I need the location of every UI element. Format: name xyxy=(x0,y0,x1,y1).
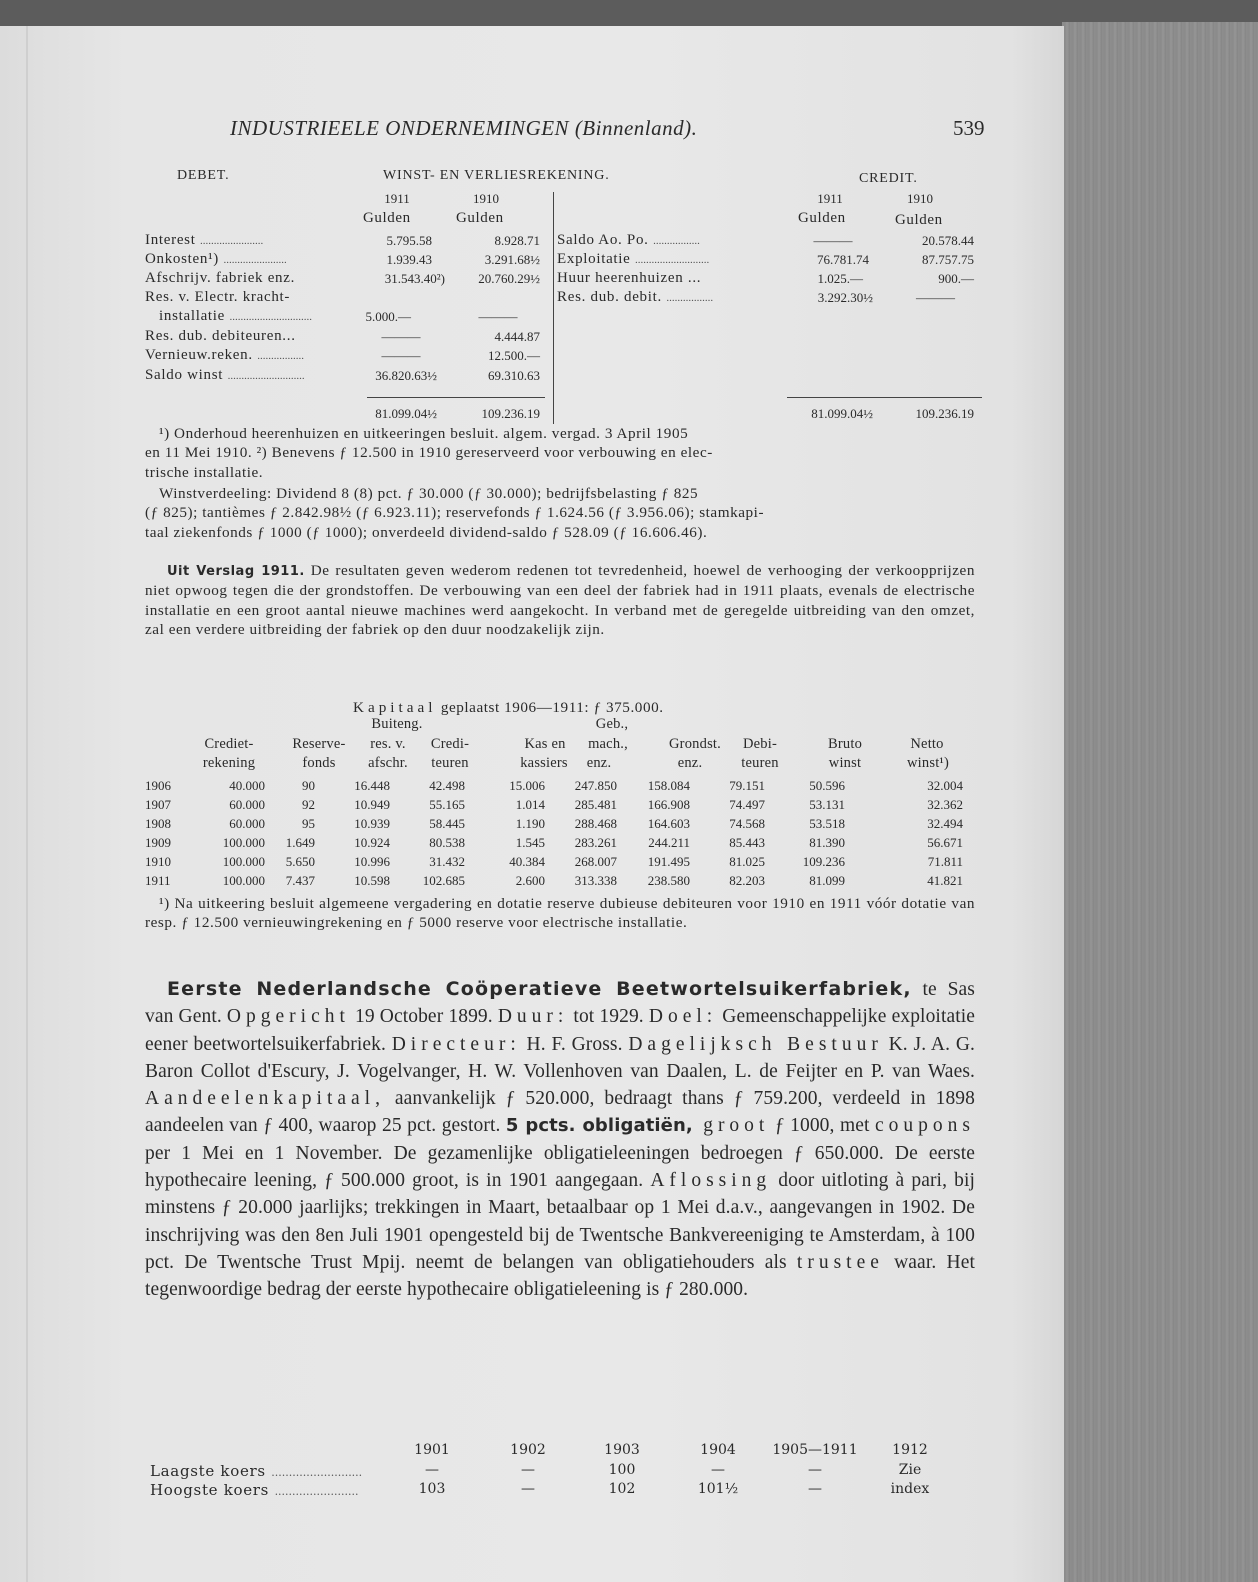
debet-unit-1911: Gulden xyxy=(363,210,411,226)
page-number: 539 xyxy=(953,116,985,140)
credit-row: Huur heerenhuizen ... 1.025.— 900.— xyxy=(557,270,974,286)
credit-label: CREDIT. xyxy=(859,171,918,186)
kapitaal-table: Buiteng. Geb., Crediet- Reserve- res. v. Credi- Kas en mach., Grondst. Debi- Bruto Netto rekening fonds afschr. teuren kassiers enz. enz. teuren winst winst¹) 1906 40.000 90 16.448 42.498 15.006 247.850 158.084 79.151 50.596 32.004 1907 60.000 92 10.949 55.165 1.014 285.481 166.908 74.497 53.131 32.362 1908 60.000 95 10.939 58.445 1.190 288.468 164.603 74.568 53.518 32.494 1909 100.000 1.649 10.924 80.538 1.545 283.261 244.211 85.443 81.390 56.671 1910 100.000 5.650 10.996 31.432 40.384 268.007 191.495 81.025 109.236 71.811 1911 100.000 7.437 10.598 102.685 2.600 313.338 238.580 82.203 81.099 41.821 xyxy=(145,716,963,888)
debet-label: DEBET. xyxy=(177,168,230,183)
kapitaal-title: Kapitaal geplaatst 1906—1911: ƒ 375.000. xyxy=(353,699,664,716)
credit-total-row: 81.099.04½ 109.236.19 xyxy=(811,406,974,421)
debet-unit-1910: Gulden xyxy=(456,210,504,226)
credit-row: Res. dub. debit. ................. 3.292.30½ ——— xyxy=(557,289,955,305)
debet-row: Vernieuw.reken. ................. ——— 12.500.— xyxy=(145,347,540,363)
kapitaal-footnote: ¹) Na uitkeering besluit algemeene vergadering en dotatie reserve dubieuse debiteuren voor 1910 en 1911 vóór dotatie van resp. ƒ 12.500 vernieuwingrekening en ƒ 5000 reserve voor electrische installatie. xyxy=(145,895,975,932)
debet-row: Afschrijv. fabriek enz. 31.543.40²) 20.760.29½ xyxy=(145,270,540,286)
debet-year-1911: 1911 xyxy=(384,191,410,206)
debet-row: installatie .............................. 5.000.— ——— xyxy=(159,308,518,324)
debet-row: Saldo winst ............................ 36.820.63½ 69.310.63 xyxy=(145,367,540,383)
running-title: INDUSTRIEELE ONDERNEMINGEN (Binnenland). xyxy=(230,116,698,140)
credit-unit-1910: Gulden xyxy=(895,212,943,228)
credit-row: Saldo Ao. Po. ................. ——— 20.578.44 xyxy=(557,232,974,248)
account-footnotes: ¹) Onderhoud heerenhuizen en uitkeeringen besluit. algem. vergad. 3 April 1905 en 11 Mei 1910. ²) Benevens ƒ 12.500 in 1910 gereserveerd voor verbouwing en elec- trische installatie. xyxy=(145,425,713,481)
account-title: WINST- EN VERLIESREKENING. xyxy=(383,168,610,183)
verslag-text: De resultaten geven wederom redenen tot tevredenheid, hoewel de verhooging der verkoopprijzen niet opwoog tegen die der grondstoffen. De verbouwing van een deel der fabriek had in 1911 plaats, evenals de electrische installatie en een groot aantal nieuwe machines werd aangekocht. In verband met de geregelde uitbreiding van den omzet, zal een verdere uitbreiding der fabriek op den duur noodzakelijk zijn. xyxy=(145,562,975,639)
credit-year-1911: 1911 xyxy=(817,191,843,206)
company-name: Eerste Nederlandsche Coöperatieve Beetwortelsuikerfabriek, xyxy=(167,978,912,1000)
debet-year-1910: 1910 xyxy=(473,191,499,206)
debet-total-row: 81.099.04½ 109.236.19 xyxy=(375,406,540,421)
book-page-edges xyxy=(1062,22,1258,1582)
credit-year-1910: 1910 xyxy=(907,191,933,206)
credit-unit-1911: Gulden xyxy=(798,210,846,226)
credit-row: Exploitatie ........................... 76.781.74 87.757.75 xyxy=(557,251,974,267)
page-gutter xyxy=(26,26,28,1582)
debet-row: Res. v. Electr. kracht- xyxy=(145,289,291,305)
verslag-heading: Uit Verslag 1911. xyxy=(167,564,305,579)
debet-row: Res. dub. debiteuren... ——— 4.444.87 xyxy=(145,328,540,344)
debet-row: Onkosten¹) ....................... 1.939.43 3.291.68½ xyxy=(145,251,540,267)
debet-row: Interest ....................... 5.795.58 8.928.71 xyxy=(145,232,540,248)
company-entry: Eerste Nederlandsche Coöperatieve Beetwortelsuikerfabriek, te Sas van Gent. Opgericht 19 October 1899. Duur: tot 1929. Doel: Gemeenschappelijke exploitatie eener beetwortelsuikerfabriek. Directeur: H. F. Gross. Dagelijksch Bestuur K. J. A. G. Baron Collot d'Escury, J. Vogelvanger, H. W. Vollenhoven van Daalen, L. de Feijter en P. van Waes. Aandeelenkapitaal, aanvankelijk ƒ 520.000, bedraagt thans ƒ 759.200, verdeeld in 1898 aandeelen van ƒ 400, waarop 25 pct. gestort. 5 pcts. obligatiën, groot ƒ 1000, met coupons per 1 Mei en 1 November. De gezamenlijke obligatieleeningen bedroegen ƒ 650.000. De eerste hypothecaire leening, ƒ 500.000 groot, is in 1901 aangegaan. Aflossing door uitloting à pari, bij minstens ƒ 20.000 jaarlijks; trekkingen in Maart, betaalbaar op 1 Mei d.a.v., aangevangen in 1902. De inschrijving was den 8en Juli 1901 opengesteld bij de Twentsche Bankvereeniging te Amsterdam, à 100 pct. De Twentsche Trust Mpij. neemt de belangen van obligatiehouders als trustee waar. Het tegenwoordige bedrag der eerste hypothecaire obligatieleening is ƒ 280.000. xyxy=(145,978,976,1301)
winstverdeeling: Winstverdeeling: Dividend 8 (8) pct. ƒ 30.000 (ƒ 30.000); bedrijfsbelasting ƒ 825 (ƒ 825); tantièmes ƒ 2.842.98½ (ƒ 6.923.11); reservefonds ƒ 1.624.56 (ƒ 3.956.06); stamkapi- taal ziekenfonds ƒ 1000 (ƒ 1000); onverdeeld dividend-saldo ƒ 528.09 (ƒ 16.606.46). xyxy=(145,485,765,541)
